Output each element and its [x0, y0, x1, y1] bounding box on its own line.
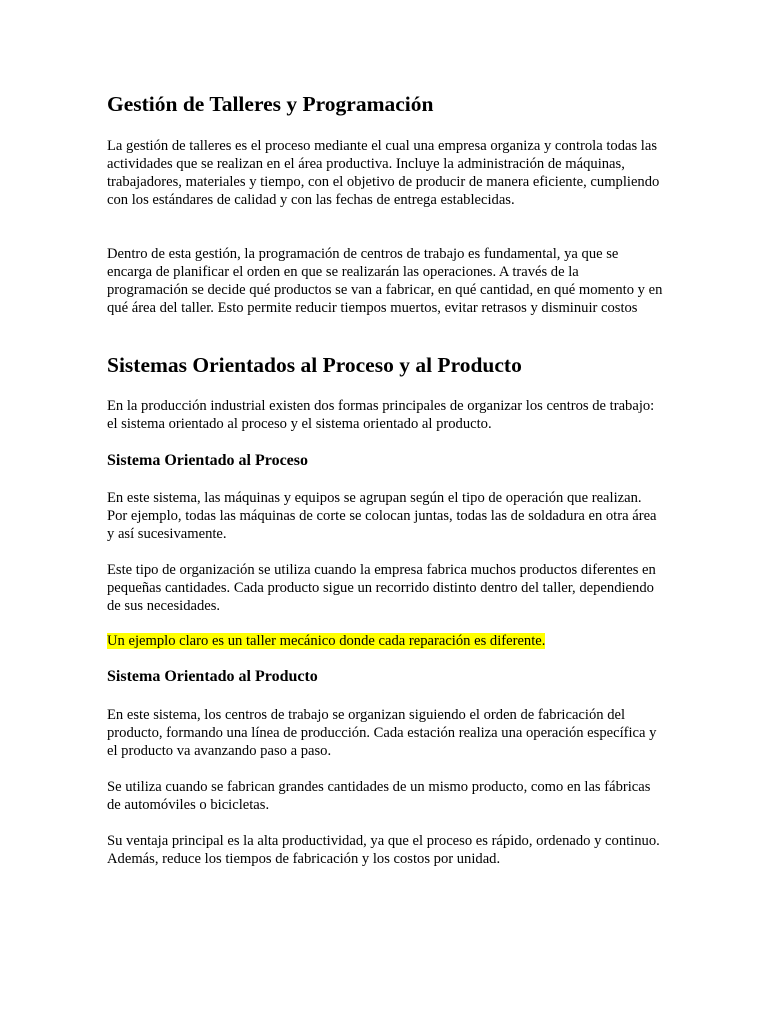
proceso-paragraph-1: En este sistema, las máquinas y equipos se agrupan según el tipo de operación que realizan. Por ejemplo, todas las máquinas de corte se colocan juntas, todas las de soldadura en otra área y así sucesivamente.: [107, 490, 657, 542]
section-title-sistemas: Sistemas Orientados al Proceso y al Producto: [107, 353, 522, 377]
proceso-highlight-paragraph: [107, 632, 663, 650]
proceso-paragraph-2: Este tipo de organización se utiliza cuando la empresa fabrica muchos productos diferentes en pequeñas cantidades. Cada producto sigue un recorrido distinto dentro del taller, dependiendo de sus necesidades.: [107, 562, 656, 614]
highlighted-example-text: Un ejemplo claro es un taller mecánico donde cada reparación es diferente.: [107, 633, 546, 649]
document-title: Gestión de Talleres y Programación: [107, 92, 434, 116]
section-intro-paragraph: En la producción industrial existen dos formas principales de organizar los centros de trabajo: el sistema orientado al proceso y el sistema orientado al producto.: [107, 398, 655, 432]
producto-paragraph-3: Su ventaja principal es la alta productividad, ya que el proceso es rápido, ordenado y continuo. Además, reduce los tiempos de fabricación y los costos por unidad.: [107, 833, 660, 867]
subsection-title-proceso: Sistema Orientado al Proceso: [107, 452, 309, 469]
intro-paragraph-1: La gestión de talleres es el proceso mediante el cual una empresa organiza y controla todas las actividades que se realizan en el área productiva. Incluye la administración de máquinas, trabajadores, materiales y tiempo, con el objetivo de producir de manera eficiente, cumpliendo con los estándares de calidad y con las fechas de entrega establecidas.: [107, 138, 660, 208]
intro-paragraph-2: Dentro de esta gestión, la programación de centros de trabajo es fundamental, ya que se encarga de planificar el orden en que se realizarán las operaciones. A través de la programación se decide qué productos se van a fabricar, en qué cantidad, en qué momento y en qué área del taller. Esto permite reducir tiempos muertos, evitar retrasos y disminuir costos: [107, 246, 663, 316]
subsection-title-producto: Sistema Orientado al Producto: [107, 668, 318, 685]
producto-paragraph-1: En este sistema, los centros de trabajo se organizan siguiendo el orden de fabricación del producto, formando una línea de producción. Cada estación realiza una operación específica y el producto va avanzando paso a paso.: [107, 707, 657, 759]
producto-paragraph-2: Se utiliza cuando se fabrican grandes cantidades de un mismo producto, como en las fábricas de automóviles o bicicletas.: [107, 779, 651, 813]
